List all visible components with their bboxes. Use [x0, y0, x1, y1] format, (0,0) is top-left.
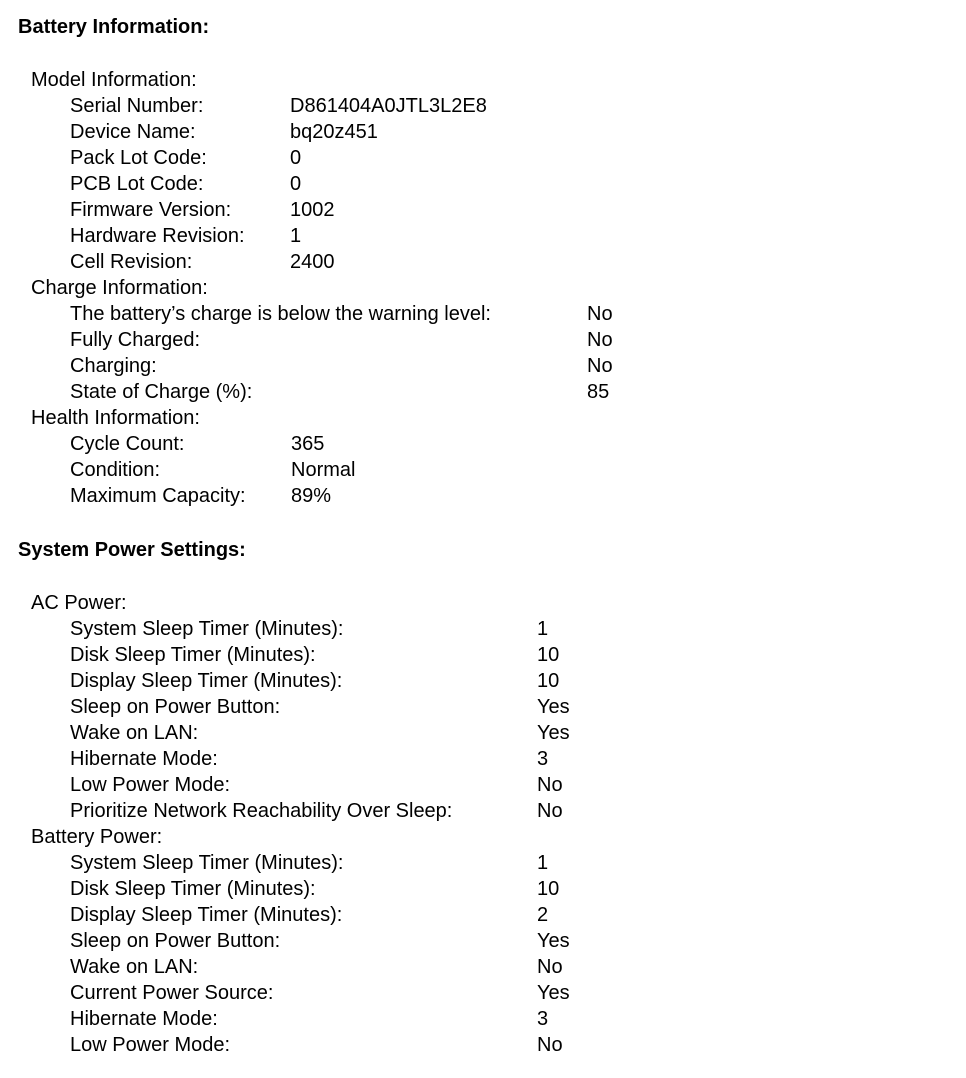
row-ac-wake-on-lan-value: Yes: [537, 722, 570, 744]
group-ac-power: [0, 590, 966, 824]
group-model-information: [0, 67, 966, 275]
row-hardware-revision-value: 1: [290, 225, 302, 247]
row-ac-hibernate-mode-value: 3: [537, 748, 549, 770]
row-cell-revision-label: Cell Revision:: [70, 251, 193, 273]
row-cell-revision-value: 2400: [290, 251, 335, 273]
group-title-charge-information: Charge Information:: [31, 277, 208, 299]
row-maximum-capacity: [0, 483, 966, 509]
row-ac-disk-sleep-timer-label: Disk Sleep Timer (Minutes):: [70, 644, 316, 666]
row-ac-system-sleep-timer-label: System Sleep Timer (Minutes):: [70, 618, 344, 640]
row-batt-hibernate-mode: [0, 1006, 966, 1032]
row-fully-charged-value: No: [587, 329, 613, 351]
row-ac-low-power-mode: [0, 772, 966, 798]
row-batt-sleep-on-power-button-value: Yes: [537, 930, 570, 952]
row-batt-low-power-mode-value: No: [537, 1034, 563, 1056]
section-system-power-settings: [0, 537, 966, 1058]
row-batt-system-sleep-timer-value: 1: [537, 852, 549, 874]
row-batt-system-sleep-timer: [0, 850, 966, 876]
row-condition-value: Normal: [291, 459, 356, 481]
row-charge-below-warning-level-label: The battery’s charge is below the warning level:: [70, 303, 491, 325]
row-state-of-charge: [0, 379, 966, 405]
row-charge-below-warning-level-value: No: [587, 303, 613, 325]
row-ac-sleep-on-power-button-label: Sleep on Power Button:: [70, 696, 281, 718]
row-batt-sleep-on-power-button: [0, 928, 966, 954]
row-cycle-count-label: Cycle Count:: [70, 433, 185, 455]
row-cycle-count-value: 365: [291, 433, 325, 455]
row-ac-hibernate-mode: [0, 746, 966, 772]
row-ac-display-sleep-timer: [0, 668, 966, 694]
row-batt-hibernate-mode-label: Hibernate Mode:: [70, 1008, 218, 1030]
row-maximum-capacity-value: 89%: [291, 485, 332, 507]
row-batt-disk-sleep-timer: [0, 876, 966, 902]
row-batt-system-sleep-timer-label: System Sleep Timer (Minutes):: [70, 852, 344, 874]
group-battery-power: [0, 824, 966, 1058]
row-hardware-revision: [0, 223, 966, 249]
row-firmware-version-value: 1002: [290, 199, 335, 221]
row-device-name-label: Device Name:: [70, 121, 196, 143]
row-batt-wake-on-lan-label: Wake on LAN:: [70, 956, 199, 978]
row-ac-system-sleep-timer: [0, 616, 966, 642]
row-batt-sleep-on-power-button-label: Sleep on Power Button:: [70, 930, 281, 952]
row-pcb-lot-code-label: PCB Lot Code:: [70, 173, 204, 195]
group-charge-information: [0, 275, 966, 405]
row-ac-prioritize-network-reachability-label: Prioritize Network Reachability Over Sleep:: [70, 800, 453, 822]
row-batt-disk-sleep-timer-label: Disk Sleep Timer (Minutes):: [70, 878, 316, 900]
row-charging-value: No: [587, 355, 613, 377]
row-hardware-revision-label: Hardware Revision:: [70, 225, 245, 247]
row-charge-below-warning-level: [0, 301, 966, 327]
row-ac-display-sleep-timer-value: 10: [537, 670, 560, 692]
row-condition: [0, 457, 966, 483]
row-serial-number-label: Serial Number:: [70, 95, 204, 117]
row-ac-wake-on-lan: [0, 720, 966, 746]
row-cell-revision: [0, 249, 966, 275]
row-batt-display-sleep-timer-value: 2: [537, 904, 549, 926]
row-serial-number-value: D861404A0JTL3L2E8: [290, 95, 487, 117]
group-title-model-information: Model Information:: [31, 69, 197, 91]
group-title-health-information: Health Information:: [31, 407, 200, 429]
spacer: [0, 40, 966, 67]
row-firmware-version: [0, 197, 966, 223]
row-pcb-lot-code: [0, 171, 966, 197]
row-state-of-charge-label: State of Charge (%):: [70, 381, 253, 403]
row-ac-prioritize-network-reachability-value: No: [537, 800, 563, 822]
row-pack-lot-code-label: Pack Lot Code:: [70, 147, 207, 169]
row-maximum-capacity-label: Maximum Capacity:: [70, 485, 246, 507]
row-batt-current-power-source-label: Current Power Source:: [70, 982, 274, 1004]
row-cycle-count: [0, 431, 966, 457]
row-ac-low-power-mode-label: Low Power Mode:: [70, 774, 231, 796]
row-batt-current-power-source: [0, 980, 966, 1006]
row-batt-low-power-mode: [0, 1032, 966, 1058]
row-batt-current-power-source-value: Yes: [537, 982, 570, 1004]
row-ac-sleep-on-power-button: [0, 694, 966, 720]
row-batt-wake-on-lan-value: No: [537, 956, 563, 978]
row-ac-wake-on-lan-label: Wake on LAN:: [70, 722, 199, 744]
row-fully-charged: [0, 327, 966, 353]
spacer: [0, 563, 966, 590]
row-batt-display-sleep-timer: [0, 902, 966, 928]
group-title-ac-power: AC Power:: [31, 592, 127, 614]
row-pcb-lot-code-value: 0: [290, 173, 302, 195]
group-health-information: [0, 405, 966, 509]
row-device-name-value: bq20z451: [290, 121, 378, 143]
row-ac-sleep-on-power-button-value: Yes: [537, 696, 570, 718]
section-battery-information: [0, 14, 966, 509]
row-ac-prioritize-network-reachability: [0, 798, 966, 824]
row-charging-label: Charging:: [70, 355, 157, 377]
row-batt-hibernate-mode-value: 3: [537, 1008, 549, 1030]
row-fully-charged-label: Fully Charged:: [70, 329, 201, 351]
row-ac-low-power-mode-value: No: [537, 774, 563, 796]
row-ac-system-sleep-timer-value: 1: [537, 618, 549, 640]
row-serial-number: [0, 93, 966, 119]
row-condition-label: Condition:: [70, 459, 161, 481]
row-ac-display-sleep-timer-label: Display Sleep Timer (Minutes):: [70, 670, 343, 692]
row-batt-display-sleep-timer-label: Display Sleep Timer (Minutes):: [70, 904, 343, 926]
group-title-battery-power: Battery Power:: [31, 826, 163, 848]
row-device-name: [0, 119, 966, 145]
section-title-battery-information: Battery Information:: [18, 16, 210, 38]
row-batt-low-power-mode-label: Low Power Mode:: [70, 1034, 231, 1056]
row-charging: [0, 353, 966, 379]
section-title-system-power-settings: System Power Settings:: [18, 539, 246, 561]
row-batt-wake-on-lan: [0, 954, 966, 980]
row-pack-lot-code: [0, 145, 966, 171]
row-ac-disk-sleep-timer: [0, 642, 966, 668]
row-state-of-charge-value: 85: [587, 381, 610, 403]
row-ac-disk-sleep-timer-value: 10: [537, 644, 560, 666]
row-ac-hibernate-mode-label: Hibernate Mode:: [70, 748, 218, 770]
row-batt-disk-sleep-timer-value: 10: [537, 878, 560, 900]
row-pack-lot-code-value: 0: [290, 147, 302, 169]
row-firmware-version-label: Firmware Version:: [70, 199, 232, 221]
